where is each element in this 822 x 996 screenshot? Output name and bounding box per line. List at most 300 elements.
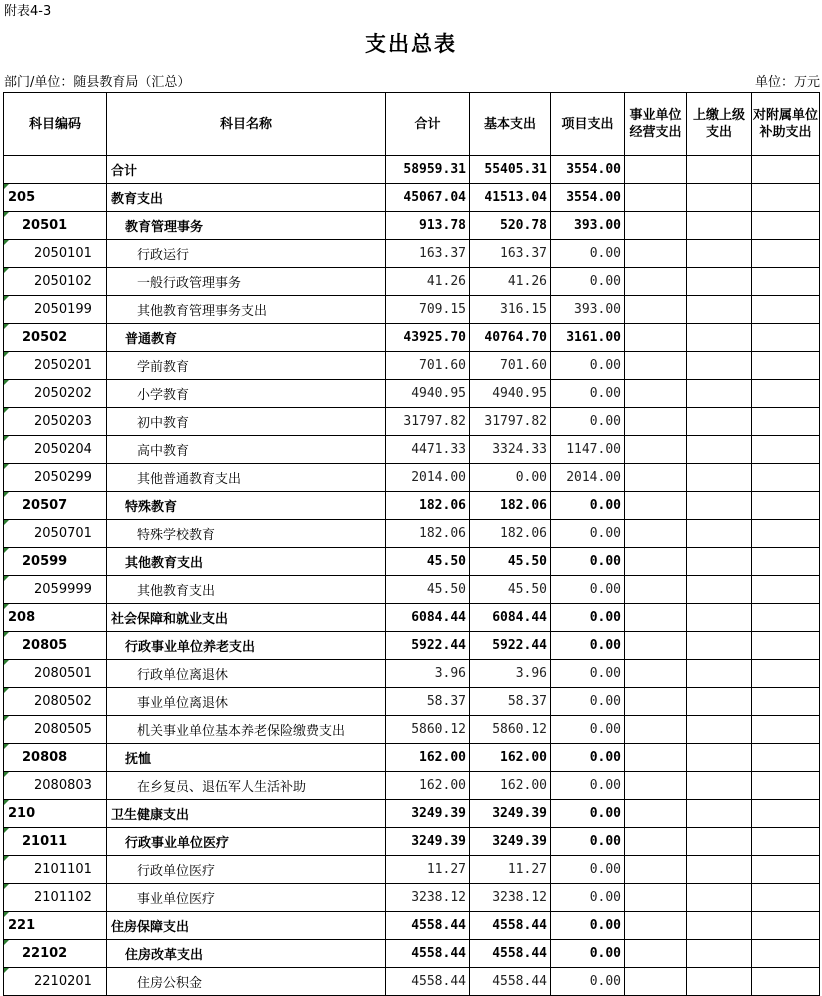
table-row — [4, 324, 820, 352]
row-remit — [687, 240, 752, 268]
row-name-text: 一般行政管理事务 — [137, 276, 242, 291]
row-code-text: 2050204 — [34, 442, 92, 457]
row-remit — [687, 408, 752, 436]
row-name-text: 其他普通教育支出 — [137, 472, 242, 487]
row-remit — [687, 324, 752, 352]
row-code-text: 2050101 — [34, 246, 92, 261]
row-total-text: 3.96 — [434, 666, 466, 681]
row-total — [386, 632, 470, 660]
row-project-text: 0.00 — [589, 806, 621, 821]
row-project-text: 0.00 — [589, 638, 621, 653]
row-name-text: 住房公积金 — [137, 976, 203, 991]
table-row — [4, 716, 820, 744]
row-basic-text: 45.50 — [507, 554, 547, 569]
row-project-text: 393.00 — [574, 302, 621, 317]
row-basic-text: 4558.44 — [492, 918, 547, 933]
row-total-text: 182.06 — [419, 498, 466, 513]
row-basic — [470, 436, 551, 464]
row-basic-text: 701.60 — [500, 358, 547, 373]
header-project: 项目支出 — [551, 93, 625, 156]
row-project — [551, 604, 625, 632]
row-name-text: 住房保障支出 — [111, 920, 190, 935]
row-name-text: 特殊教育 — [125, 500, 178, 515]
row-code — [4, 408, 107, 436]
row-subsidy — [752, 940, 820, 968]
row-basic — [470, 884, 551, 912]
row-subsidy — [752, 828, 820, 856]
row-total-text: 6084.44 — [411, 610, 466, 625]
row-code-text: 210 — [8, 806, 36, 821]
row-project — [551, 576, 625, 604]
row-remit — [687, 520, 752, 548]
cell-marker-icon — [4, 716, 9, 721]
row-basic-text: 58.37 — [507, 694, 547, 709]
row-code-text: 2080502 — [34, 694, 92, 709]
row-remit — [687, 436, 752, 464]
row-project — [551, 800, 625, 828]
row-operating — [625, 856, 687, 884]
row-total-text: 182.06 — [419, 526, 466, 541]
row-remit — [687, 744, 752, 772]
row-code-text: 2059999 — [34, 582, 92, 597]
row-code-text: 221 — [8, 918, 36, 933]
row-basic — [470, 856, 551, 884]
row-operating — [625, 576, 687, 604]
row-project — [551, 268, 625, 296]
header-basic: 基本支出 — [470, 93, 551, 156]
row-total — [386, 604, 470, 632]
row-name — [107, 268, 386, 296]
cell-marker-icon — [4, 212, 9, 217]
row-basic — [470, 968, 551, 996]
row-subsidy — [752, 604, 820, 632]
cell-marker-icon — [4, 912, 9, 917]
table-row — [4, 744, 820, 772]
row-total — [386, 436, 470, 464]
cell-marker-icon — [4, 520, 9, 525]
row-code — [4, 576, 107, 604]
row-code — [4, 240, 107, 268]
row-code — [4, 856, 107, 884]
row-subsidy — [752, 576, 820, 604]
row-operating — [625, 436, 687, 464]
cell-marker-icon — [4, 940, 9, 945]
row-remit — [687, 940, 752, 968]
row-name-text: 行政事业单位养老支出 — [125, 640, 256, 655]
cell-marker-icon — [4, 380, 9, 385]
row-total — [386, 296, 470, 324]
row-project — [551, 436, 625, 464]
row-name — [107, 296, 386, 324]
row-code — [4, 604, 107, 632]
row-total-text: 45.50 — [426, 582, 466, 597]
row-basic — [470, 380, 551, 408]
row-remit — [687, 716, 752, 744]
row-code-text: 2050102 — [34, 274, 92, 289]
row-name — [107, 548, 386, 576]
table-row — [4, 548, 820, 576]
row-total-text: 3238.12 — [411, 890, 466, 905]
cell-marker-icon — [4, 436, 9, 441]
row-operating — [625, 800, 687, 828]
row-project-text: 0.00 — [589, 274, 621, 289]
row-project-text: 1147.00 — [566, 442, 621, 457]
row-operating — [625, 968, 687, 996]
table-row — [4, 184, 820, 212]
row-name-text: 高中教育 — [137, 444, 190, 459]
cell-marker-icon — [4, 184, 9, 189]
row-total — [386, 352, 470, 380]
row-operating — [625, 296, 687, 324]
row-basic — [470, 268, 551, 296]
row-basic-text: 0.00 — [515, 470, 547, 485]
row-code-text: 2050202 — [34, 386, 92, 401]
cell-marker-icon — [4, 772, 9, 777]
row-subsidy — [752, 492, 820, 520]
row-total — [386, 464, 470, 492]
row-name — [107, 380, 386, 408]
row-total — [386, 380, 470, 408]
row-project — [551, 856, 625, 884]
row-remit — [687, 380, 752, 408]
row-total — [386, 324, 470, 352]
row-total — [386, 828, 470, 856]
row-basic-text: 3.96 — [515, 666, 547, 681]
cell-marker-icon — [4, 240, 9, 245]
row-basic-text: 5860.12 — [492, 722, 547, 737]
row-name — [107, 604, 386, 632]
row-name-text: 机关事业单位基本养老保险缴费支出 — [137, 724, 346, 739]
row-total-text: 4558.44 — [411, 974, 466, 989]
row-subsidy — [752, 968, 820, 996]
row-total-text: 4558.44 — [411, 918, 466, 933]
row-name — [107, 856, 386, 884]
row-total-text: 11.27 — [426, 862, 466, 877]
row-code-text: 2050701 — [34, 526, 92, 541]
row-remit — [687, 576, 752, 604]
row-total — [386, 940, 470, 968]
row-remit — [687, 660, 752, 688]
unit-label: 单位：万元 — [754, 75, 820, 90]
row-basic-text: 520.78 — [500, 218, 547, 233]
cell-marker-icon — [4, 800, 9, 805]
header-operating: 事业单位经营支出 — [625, 93, 687, 156]
row-total-text: 4940.95 — [411, 386, 466, 401]
row-basic — [470, 772, 551, 800]
row-basic-text: 4940.95 — [492, 386, 547, 401]
row-name-text: 行政单位离退休 — [137, 668, 229, 683]
row-operating — [625, 268, 687, 296]
row-operating — [625, 380, 687, 408]
row-remit — [687, 212, 752, 240]
header-row — [4, 93, 820, 156]
row-total-text: 3249.39 — [411, 806, 466, 821]
row-code-text: 20599 — [22, 554, 68, 569]
row-total — [386, 268, 470, 296]
row-project — [551, 492, 625, 520]
row-code-text: 2050199 — [34, 302, 92, 317]
row-project — [551, 324, 625, 352]
row-total — [386, 408, 470, 436]
row-code-text: 20808 — [22, 750, 68, 765]
row-subsidy — [752, 884, 820, 912]
row-total — [386, 184, 470, 212]
row-code — [4, 716, 107, 744]
row-basic-text: 31797.82 — [484, 414, 547, 429]
row-code-text: 2080501 — [34, 666, 92, 681]
row-basic-text: 182.06 — [500, 498, 547, 513]
row-code — [4, 268, 107, 296]
row-name-text: 社会保障和就业支出 — [111, 612, 229, 627]
row-total-text: 709.15 — [419, 302, 466, 317]
row-project — [551, 184, 625, 212]
cell-marker-icon — [4, 492, 9, 497]
cell-marker-icon — [4, 604, 9, 609]
row-code-text: 205 — [8, 190, 36, 205]
row-name — [107, 828, 386, 856]
row-operating — [625, 464, 687, 492]
row-basic-text: 3238.12 — [492, 890, 547, 905]
row-operating — [625, 772, 687, 800]
row-basic-text: 163.37 — [500, 246, 547, 261]
cell-marker-icon — [4, 352, 9, 357]
row-total-text: 5922.44 — [411, 638, 466, 653]
row-subsidy — [752, 212, 820, 240]
row-total-text: 913.78 — [419, 218, 466, 233]
row-total — [386, 240, 470, 268]
row-operating — [625, 744, 687, 772]
row-basic — [470, 212, 551, 240]
row-project — [551, 380, 625, 408]
row-basic — [470, 548, 551, 576]
row-basic — [470, 912, 551, 940]
row-project-text: 0.00 — [589, 974, 621, 989]
row-total-text: 41.26 — [426, 274, 466, 289]
row-basic-text: 316.15 — [500, 302, 547, 317]
row-project-text: 3554.00 — [566, 190, 621, 205]
row-name — [107, 884, 386, 912]
row-total-text: 31797.82 — [403, 414, 466, 429]
row-operating — [625, 240, 687, 268]
row-name-text: 教育支出 — [111, 192, 164, 207]
table-row — [4, 464, 820, 492]
row-basic — [470, 464, 551, 492]
table-row — [4, 212, 820, 240]
row-name — [107, 632, 386, 660]
row-name — [107, 156, 386, 184]
row-name-text: 事业单位医疗 — [137, 892, 216, 907]
row-basic-text: 40764.70 — [484, 330, 547, 345]
row-name — [107, 772, 386, 800]
row-total — [386, 716, 470, 744]
row-project — [551, 548, 625, 576]
row-project-text: 0.00 — [589, 890, 621, 905]
page-title: 支出总表 — [365, 32, 457, 56]
row-operating — [625, 912, 687, 940]
row-remit — [687, 156, 752, 184]
row-basic — [470, 240, 551, 268]
row-code-text: 2101102 — [34, 890, 92, 905]
row-name-text: 其他教育支出 — [125, 556, 204, 571]
row-code-text: 2050201 — [34, 358, 92, 373]
row-basic-text: 3324.33 — [492, 442, 547, 457]
row-total — [386, 856, 470, 884]
row-remit — [687, 884, 752, 912]
row-operating — [625, 716, 687, 744]
row-subsidy — [752, 660, 820, 688]
cell-marker-icon — [4, 408, 9, 413]
row-total-text: 163.37 — [419, 246, 466, 261]
row-code-text: 2080505 — [34, 722, 92, 737]
row-operating — [625, 548, 687, 576]
row-basic-text: 162.00 — [500, 750, 547, 765]
row-subsidy — [752, 436, 820, 464]
row-code — [4, 884, 107, 912]
row-total-text: 162.00 — [419, 778, 466, 793]
row-name-text: 学前教育 — [137, 360, 190, 375]
row-project-text: 0.00 — [589, 862, 621, 877]
row-project-text: 0.00 — [589, 722, 621, 737]
row-total — [386, 744, 470, 772]
table-row — [4, 352, 820, 380]
cell-marker-icon — [4, 688, 9, 693]
row-code — [4, 380, 107, 408]
row-basic-text: 11.27 — [507, 862, 547, 877]
row-code — [4, 912, 107, 940]
row-basic-text: 182.06 — [500, 526, 547, 541]
row-basic — [470, 156, 551, 184]
table-row — [4, 576, 820, 604]
row-code — [4, 352, 107, 380]
row-name-text: 小学教育 — [137, 388, 190, 403]
table-row — [4, 688, 820, 716]
row-project — [551, 716, 625, 744]
header-subsidy: 对附属单位补助支出 — [752, 93, 820, 156]
row-total — [386, 884, 470, 912]
row-operating — [625, 660, 687, 688]
row-name-text: 卫生健康支出 — [111, 808, 190, 823]
row-total — [386, 492, 470, 520]
row-basic — [470, 940, 551, 968]
department-label: 部门/单位：随县教育局（汇总） — [4, 75, 191, 90]
row-remit — [687, 352, 752, 380]
row-code-text: 208 — [8, 610, 36, 625]
row-name — [107, 688, 386, 716]
row-code — [4, 436, 107, 464]
row-name-text: 教育管理事务 — [125, 220, 204, 235]
row-code-text: 2050203 — [34, 414, 92, 429]
row-subsidy — [752, 632, 820, 660]
row-subsidy — [752, 352, 820, 380]
row-total — [386, 660, 470, 688]
row-code — [4, 296, 107, 324]
row-subsidy — [752, 240, 820, 268]
cell-marker-icon — [4, 632, 9, 637]
row-code — [4, 156, 107, 184]
row-total — [386, 548, 470, 576]
table-row — [4, 380, 820, 408]
row-project-text: 0.00 — [589, 414, 621, 429]
row-name — [107, 352, 386, 380]
row-remit — [687, 296, 752, 324]
row-operating — [625, 408, 687, 436]
row-operating — [625, 184, 687, 212]
row-code — [4, 520, 107, 548]
table-row — [4, 156, 820, 184]
row-code-text: 22102 — [22, 946, 68, 961]
row-total-text: 58.37 — [426, 694, 466, 709]
row-remit — [687, 688, 752, 716]
table-row — [4, 828, 820, 856]
table-row — [4, 968, 820, 996]
row-project — [551, 828, 625, 856]
row-remit — [687, 800, 752, 828]
row-subsidy — [752, 772, 820, 800]
row-name-text: 抚恤 — [125, 752, 152, 767]
row-project-text: 0.00 — [589, 386, 621, 401]
table-row — [4, 632, 820, 660]
row-project — [551, 156, 625, 184]
row-operating — [625, 604, 687, 632]
row-code-text: 20502 — [22, 330, 68, 345]
row-name — [107, 716, 386, 744]
row-remit — [687, 632, 752, 660]
row-code — [4, 184, 107, 212]
expenditure-table — [3, 92, 820, 996]
cell-marker-icon — [4, 884, 9, 889]
row-total — [386, 688, 470, 716]
row-subsidy — [752, 156, 820, 184]
row-code-text: 20507 — [22, 498, 68, 513]
attachment-label: 附表4-3 — [4, 4, 52, 19]
cell-marker-icon — [4, 744, 9, 749]
row-code — [4, 212, 107, 240]
row-name-text: 住房改革支出 — [125, 948, 204, 963]
row-name — [107, 436, 386, 464]
row-name — [107, 968, 386, 996]
row-name — [107, 744, 386, 772]
row-project-text: 0.00 — [589, 498, 621, 513]
table-row — [4, 268, 820, 296]
row-code-text: 20805 — [22, 638, 68, 653]
row-project-text: 0.00 — [589, 358, 621, 373]
row-operating — [625, 632, 687, 660]
row-code — [4, 940, 107, 968]
row-name — [107, 464, 386, 492]
row-project — [551, 240, 625, 268]
row-project — [551, 464, 625, 492]
row-total — [386, 576, 470, 604]
header-remit: 上缴上级支出 — [687, 93, 752, 156]
table-row — [4, 884, 820, 912]
row-name-text: 其他教育管理事务支出 — [137, 304, 268, 319]
row-project — [551, 660, 625, 688]
table-row — [4, 436, 820, 464]
row-project — [551, 352, 625, 380]
row-total — [386, 156, 470, 184]
row-name — [107, 324, 386, 352]
row-code — [4, 772, 107, 800]
cell-marker-icon — [4, 576, 9, 581]
table-row — [4, 240, 820, 268]
row-total — [386, 800, 470, 828]
row-basic-text: 162.00 — [500, 778, 547, 793]
cell-marker-icon — [4, 324, 9, 329]
row-remit — [687, 604, 752, 632]
row-basic — [470, 492, 551, 520]
row-project — [551, 408, 625, 436]
cell-marker-icon — [4, 464, 9, 469]
